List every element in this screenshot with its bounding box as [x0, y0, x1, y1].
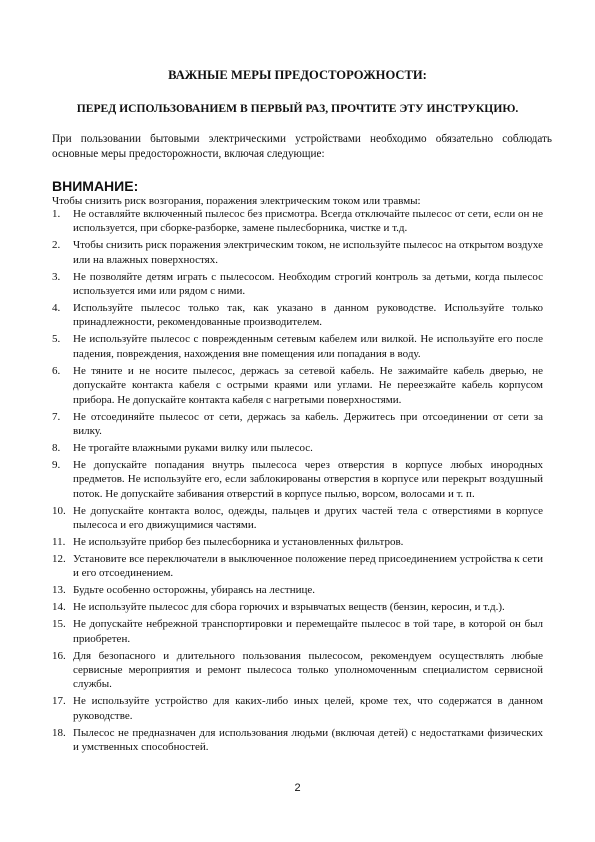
list-item [52, 504, 543, 533]
list-item-text: Не используйте пылесос для сбора горючих и взрывчатых веществ (бензин, керосин, и т.д.). [73, 601, 505, 614]
list-item [52, 270, 543, 299]
list-item-text: Чтобы снизить риск поражения электрическим током, не используйте пылесос на открытом воздухе или на влажных поверхностях. [73, 239, 543, 266]
list-item-text: Не допускайте контакта волос, одежды, пальцев и других частей тела с отверстиями в корпусе пылесоса и его движущимися частями. [73, 504, 543, 532]
page-title: ВАЖНЫЕ МЕРЫ ПРЕДОСТОРОЖНОСТИ: [168, 68, 427, 82]
list-item-number: 14. [52, 601, 66, 614]
list-item-text: Не тяните и не носите пылесос, держась за сетевой кабель. Не зажимайте кабель дверью, не допускайте контакта кабеля с острыми краями или углами. Не переезжайте кабель корпусом прибора. Не допускайте контакта кабеля с нагретыми поверхностями. [73, 364, 543, 406]
list-item [52, 301, 543, 330]
list-item-number: 13. [52, 584, 66, 597]
list-item-number: 15. [52, 618, 66, 631]
list-item-number: 11. [52, 536, 66, 548]
warning-lead: Чтобы снизить риск возгорания, поражения электрическим током или травмы: [52, 195, 421, 207]
list-item-number: 10. [52, 504, 66, 517]
list-item-number: 4. [52, 302, 61, 315]
page-subtitle: ПЕРЕД ИСПОЛЬЗОВАНИЕМ В ПЕРВЫЙ РАЗ, ПРОЧТИТЕ ЭТУ ИНСТРУКЦИЮ. [76, 102, 519, 115]
list-item [52, 207, 543, 236]
list-item [52, 726, 543, 755]
list-item-number: 5. [52, 333, 61, 346]
list-item-text: Не отсоединяйте пылесос от сети, держась за кабель. Держитесь при отсоединении от сети за вилку. [73, 410, 543, 437]
list-item-number: 6. [52, 364, 61, 377]
list-item-number: 8. [52, 441, 61, 454]
list-item [52, 583, 543, 597]
list-item-number: 9. [52, 458, 61, 471]
list-item-text: Не трогайте влажными руками вилку или пылесос. [73, 441, 313, 454]
list-item-text: Не используйте пылесос с поврежденным сетевым кабелем или вилкой. Не используйте его после падения, повреждения, нахождения вне помещения или попадания в воду. [73, 333, 543, 360]
list-item-text: Будьте особенно осторожны, убираясь на лестнице. [73, 584, 315, 597]
list-item-number: 3. [52, 270, 61, 283]
list-item-number: 17. [52, 695, 66, 708]
list-item [52, 458, 543, 501]
list-item [52, 364, 543, 407]
page-number: 2 [294, 782, 301, 794]
list-item-text: Не позволяйте детям играть с пылесосом. Необходим строгий контроль за детьми, когда пылесос используется ими или рядом с ними. [73, 270, 543, 298]
list-item [52, 552, 543, 581]
precautions-list [52, 207, 543, 757]
list-item [52, 238, 543, 267]
warning-heading: ВНИМАНИЕ: [52, 178, 139, 194]
list-item-number: 12. [52, 552, 66, 565]
list-item-number: 2. [52, 239, 61, 252]
list-item [52, 649, 543, 692]
list-item-number: 7. [52, 410, 61, 423]
list-item [52, 332, 543, 361]
list-item [52, 694, 543, 723]
list-item [52, 441, 543, 455]
intro-paragraph: При пользовании бытовыми электрическими устройствами необходимо обязательно соблюдать основные меры предосторожности, включая следующие: [52, 133, 552, 160]
list-item [52, 600, 543, 614]
list-item-text: Не используйте прибор без пылесборника и установленных фильтров. [73, 536, 404, 548]
list-item-text: Пылесос не предназначен для использования людьми (включая детей) с недостатками физических и умственных способностей. [73, 726, 543, 754]
list-item-number: 16. [52, 649, 66, 662]
list-item-text: Не допускайте попадания внутрь пылесоса через отверстия в корпусе любых инородных предметов. Не используйте его, если заблокированы отверстия в корпусе или перекрыт воздушный поток. Не допускайте забивания отверстий в корпусе пылью, ворсом, волосами и т. п. [73, 458, 543, 500]
list-item-text: Для безопасного и длительного пользования пылесосом, рекомендуем осуществлять любые сервисные мероприятия и ремонт пылесоса только уполномоченным специалистом сервисной службы. [73, 649, 543, 691]
list-item [52, 410, 543, 439]
list-item-text: Используйте пылесос только так, как указано в данном руководстве. Используйте только принадлежности, рекомендованные производителем. [73, 302, 543, 329]
list-item-number: 1. [52, 208, 61, 220]
list-item [52, 617, 543, 646]
list-item-text: Установите все переключатели в выключенное положение перед присоединением устройства к сети и его отсоединением. [73, 552, 543, 580]
list-item-number: 18. [52, 726, 66, 739]
list-item-text: Не оставляйте включенный пылесос без присмотра. Всегда отключайте пылесос от сети, если он не используется, при сборке-разборке, замене пылесборника, чистке и т.д. [73, 208, 543, 235]
list-item [52, 535, 543, 549]
list-item-text: Не используйте устройство для каких-либо иных целей, кроме тех, что содержатся в данном руководстве. [73, 695, 543, 722]
list-item-text: Не допускайте небрежной транспортировки и перемещайте пылесос в той таре, в которой он был приобретен. [73, 618, 543, 645]
